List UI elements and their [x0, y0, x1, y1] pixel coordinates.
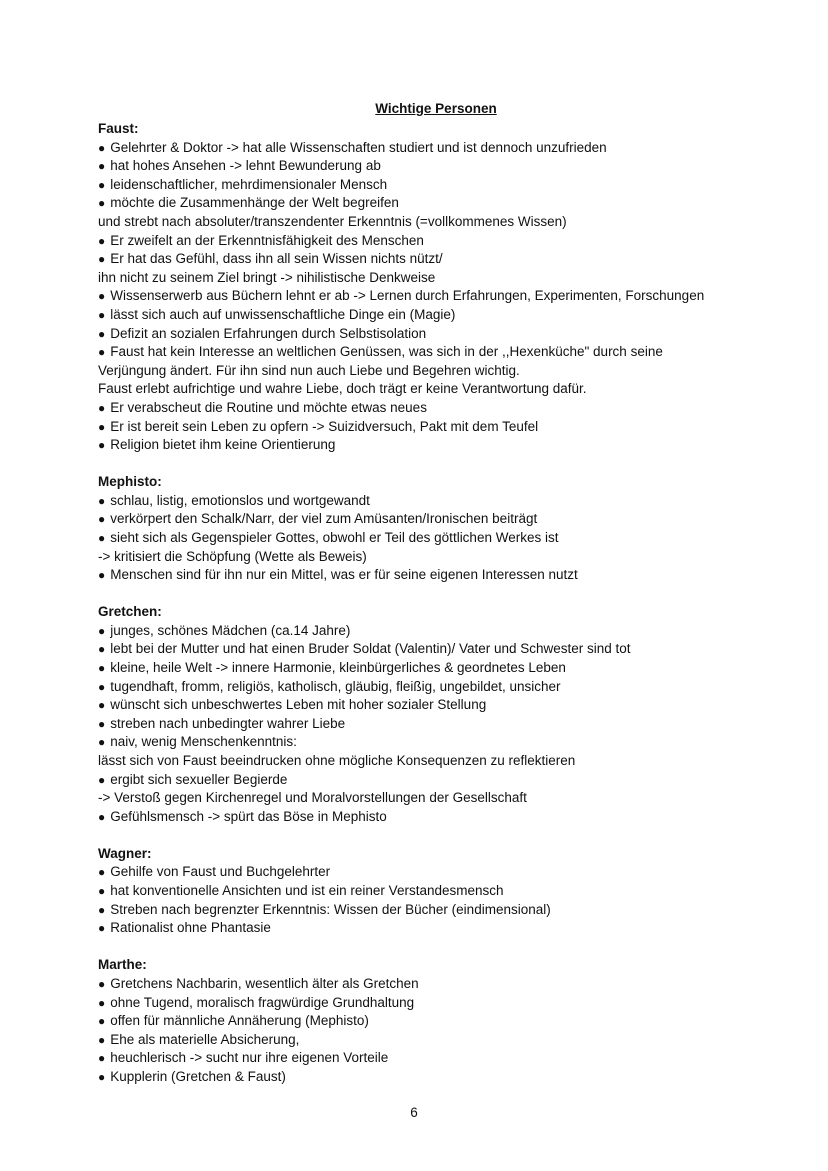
line-text: Kupplerin (Gretchen & Faust): [110, 1068, 286, 1084]
section-heading: Marthe:: [98, 957, 147, 973]
bullet-icon: ●: [98, 140, 106, 155]
line-text: leidenschaftlicher, mehrdimensionaler Mensch: [110, 176, 388, 192]
section: [98, 603, 788, 826]
line-text: -> kritisiert die Schöpfung (Wette als Beweis): [98, 548, 367, 564]
line-text: schlau, listig, emotionslos und wortgewandt: [110, 492, 370, 508]
line-text: junges, schönes Mädchen (ca.14 Jahre): [110, 622, 351, 638]
bullet-icon: ●: [98, 1051, 106, 1066]
bullet-icon: ●: [98, 400, 106, 415]
line-text: lässt sich auch auf unwissenschaftliche Dinge ein (Magie): [110, 306, 456, 322]
bullet-icon: ●: [98, 1069, 106, 1084]
bullet-icon: ●: [98, 568, 106, 583]
line-text: tugendhaft, fromm, religiös, katholisch, gläubig, fleißig, ungebildet, unsicher: [110, 678, 561, 694]
line-text: Gretchens Nachbarin, wesentlich älter als Gretchen: [110, 975, 419, 991]
bullet-item: [98, 919, 788, 938]
bullet-item: [98, 715, 788, 734]
bullet-icon: ●: [98, 735, 106, 750]
continuation-line: [98, 269, 788, 288]
line-text: Er ist bereit sein Leben zu opfern -> Suizidversuch, Pakt mit dem Teufel: [110, 418, 539, 434]
line-text: Defizit an sozialen Erfahrungen durch Selbstisolation: [110, 325, 427, 341]
bullet-item: [98, 882, 788, 901]
bullet-icon: ●: [98, 809, 106, 824]
section: [98, 956, 788, 1086]
bullet-item: [98, 306, 788, 325]
line-text: Faust hat kein Interesse an weltlichen Genüssen, was sich in der ,,Hexenküche" durch seine: [110, 344, 663, 360]
bullet-item: [98, 771, 788, 790]
page-title: Wichtige Personen: [375, 101, 497, 116]
section: [98, 120, 788, 455]
bullet-icon: ●: [98, 419, 106, 434]
line-text: verkörpert den Schalk/Narr, der viel zum Amüsanten/Ironischen beiträgt: [110, 511, 538, 527]
bullet-icon: ●: [98, 1014, 106, 1029]
bullet-item: [98, 566, 788, 585]
bullet-item: [98, 232, 788, 251]
line-text: heuchlerisch -> sucht nur ihre eigenen Vorteile: [110, 1050, 389, 1066]
bullet-icon: ●: [98, 679, 106, 694]
bullet-item: [98, 994, 788, 1013]
line-text: hat hohes Ansehen -> lehnt Bewunderung ab: [110, 158, 381, 174]
bullet-item: [98, 1031, 788, 1050]
bullet-item: [98, 176, 788, 195]
section-heading: Faust:: [98, 121, 139, 136]
section-heading: Mephisto:: [98, 474, 162, 490]
bullet-icon: ●: [98, 159, 106, 174]
bullet-item: [98, 808, 788, 827]
bullet-item: [98, 492, 788, 511]
line-text: möchte die Zusammenhänge der Welt begreifen: [110, 195, 399, 211]
line-text: hat konventionelle Ansichten und ist ein reiner Verstandesmensch: [110, 883, 504, 899]
line-text: wünscht sich unbeschwertes Leben mit hoher sozialer Stellung: [110, 697, 487, 713]
bullet-icon: ●: [98, 865, 106, 880]
bullet-item: [98, 622, 788, 641]
line-text: Streben nach begrenzter Erkenntnis: Wissen der Bücher (eindimensional): [110, 901, 551, 917]
line-text: Er zweifelt an der Erkenntnisfähigkeit des Menschen: [110, 232, 424, 248]
bullet-item: [98, 678, 788, 697]
continuation-line: [98, 380, 788, 399]
bullet-icon: ●: [98, 233, 106, 248]
bullet-icon: ●: [98, 307, 106, 322]
bullet-icon: ●: [98, 493, 106, 508]
bullet-item: [98, 157, 788, 176]
line-text: Gelehrter & Doktor -> hat alle Wissenschaften studiert und ist dennoch unzufrieden: [110, 139, 607, 155]
line-text: -> Verstoß gegen Kirchenregel und Moralvorstellungen der Gesellschaft: [98, 790, 527, 806]
bullet-icon: ●: [98, 345, 106, 360]
bullet-item: [98, 436, 788, 455]
continuation-line: [98, 752, 788, 771]
continuation-line: [98, 789, 788, 808]
bullet-icon: ●: [98, 642, 106, 657]
line-text: ihn nicht zu seinem Ziel bringt -> nihilistische Denkweise: [98, 269, 436, 285]
bullet-item: [98, 418, 788, 437]
line-text: ohne Tugend, moralisch fragwürdige Grundhaltung: [110, 994, 415, 1010]
line-text: Religion bietet ihm keine Orientierung: [110, 437, 336, 453]
line-text: Ehe als materielle Absicherung,: [110, 1031, 300, 1047]
line-text: Menschen sind für ihn nur ein Mittel, was er für seine eigenen Interessen nutzt: [110, 567, 578, 583]
bullet-icon: ●: [98, 623, 106, 638]
line-text: sieht sich als Gegenspieler Gottes, obwohl er Teil des göttlichen Werkes ist: [110, 529, 559, 545]
continuation-line: [98, 548, 788, 567]
bullet-icon: ●: [98, 716, 106, 731]
bullet-item: [98, 287, 788, 306]
section: [98, 473, 788, 585]
bullet-icon: ●: [98, 512, 106, 527]
bullet-icon: ●: [98, 1032, 106, 1047]
line-text: Faust erlebt aufrichtige und wahre Liebe, doch trägt er keine Verantwortung dafür.: [98, 381, 587, 397]
line-text: Wissenserwerb aus Büchern lehnt er ab -> Lernen durch Erfahrungen, Experimenten, Forschungen: [110, 288, 705, 304]
line-text: Er hat das Gefühl, dass ihn all sein Wissen nichts nützt/: [110, 251, 443, 267]
bullet-item: [98, 399, 788, 418]
line-text: Er verabscheut die Routine und möchte etwas neues: [110, 399, 427, 415]
bullet-icon: ●: [98, 698, 106, 713]
line-text: Gehilfe von Faust und Buchgelehrter: [110, 864, 331, 880]
bullet-icon: ●: [98, 772, 106, 787]
bullet-icon: ●: [98, 902, 106, 917]
bullet-item: [98, 139, 788, 158]
line-text: Verjüngung ändert. Für ihn sind nun auch Liebe und Begehren wichtig.: [98, 362, 520, 378]
bullet-item: [98, 1012, 788, 1031]
line-text: Rationalist ohne Phantasie: [110, 920, 271, 936]
line-text: lebt bei der Mutter und hat einen Bruder Soldat (Valentin)/ Vater und Schwester sind tot: [110, 641, 631, 657]
bullet-icon: ●: [98, 326, 106, 341]
sections-container: [98, 120, 788, 1087]
line-text: streben nach unbedingter wahrer Liebe: [110, 715, 346, 731]
line-text: kleine, heile Welt -> innere Harmonie, kleinbürgerliches & geordnetes Leben: [110, 660, 566, 676]
bullet-item: [98, 343, 788, 362]
bullet-item: [98, 975, 788, 994]
bullet-icon: ●: [98, 661, 106, 676]
bullet-item: [98, 733, 788, 752]
section-heading: Wagner:: [98, 845, 152, 861]
bullet-item: [98, 250, 788, 269]
line-text: lässt sich von Faust beeindrucken ohne mögliche Konsequenzen zu reflektieren: [98, 753, 576, 768]
bullet-item: [98, 194, 788, 213]
bullet-item: [98, 696, 788, 715]
bullet-item: [98, 1068, 788, 1087]
bullet-item: [98, 325, 788, 344]
bullet-icon: ●: [98, 921, 106, 936]
bullet-icon: ●: [98, 177, 106, 192]
bullet-icon: ●: [98, 252, 106, 267]
bullet-item: [98, 863, 788, 882]
line-text: und strebt nach absoluter/transzendenter Erkenntnis (=vollkommenes Wissen): [98, 213, 567, 229]
bullet-icon: ●: [98, 438, 106, 453]
bullet-icon: ●: [98, 289, 106, 304]
bullet-icon: ●: [98, 995, 106, 1010]
bullet-icon: ●: [98, 530, 106, 545]
section-heading: Gretchen:: [98, 604, 162, 620]
bullet-icon: ●: [98, 196, 106, 211]
bullet-item: [98, 659, 788, 678]
line-text: offen für männliche Annäherung (Mephisto): [110, 1013, 369, 1029]
bullet-item: [98, 640, 788, 659]
continuation-line: [98, 362, 788, 381]
continuation-line: [98, 213, 788, 232]
section: [98, 845, 788, 938]
bullet-item: [98, 1049, 788, 1068]
bullet-icon: ●: [98, 976, 106, 991]
bullet-item: [98, 529, 788, 548]
bullet-item: [98, 510, 788, 529]
line-text: naiv, wenig Menschenkenntnis:: [110, 734, 297, 750]
page-number: 6: [410, 1105, 418, 1120]
line-text: Gefühlsmensch -> spürt das Böse in Mephisto: [110, 808, 387, 824]
bullet-item: [98, 901, 788, 920]
bullet-icon: ●: [98, 884, 106, 899]
line-text: ergibt sich sexueller Begierde: [110, 771, 288, 787]
